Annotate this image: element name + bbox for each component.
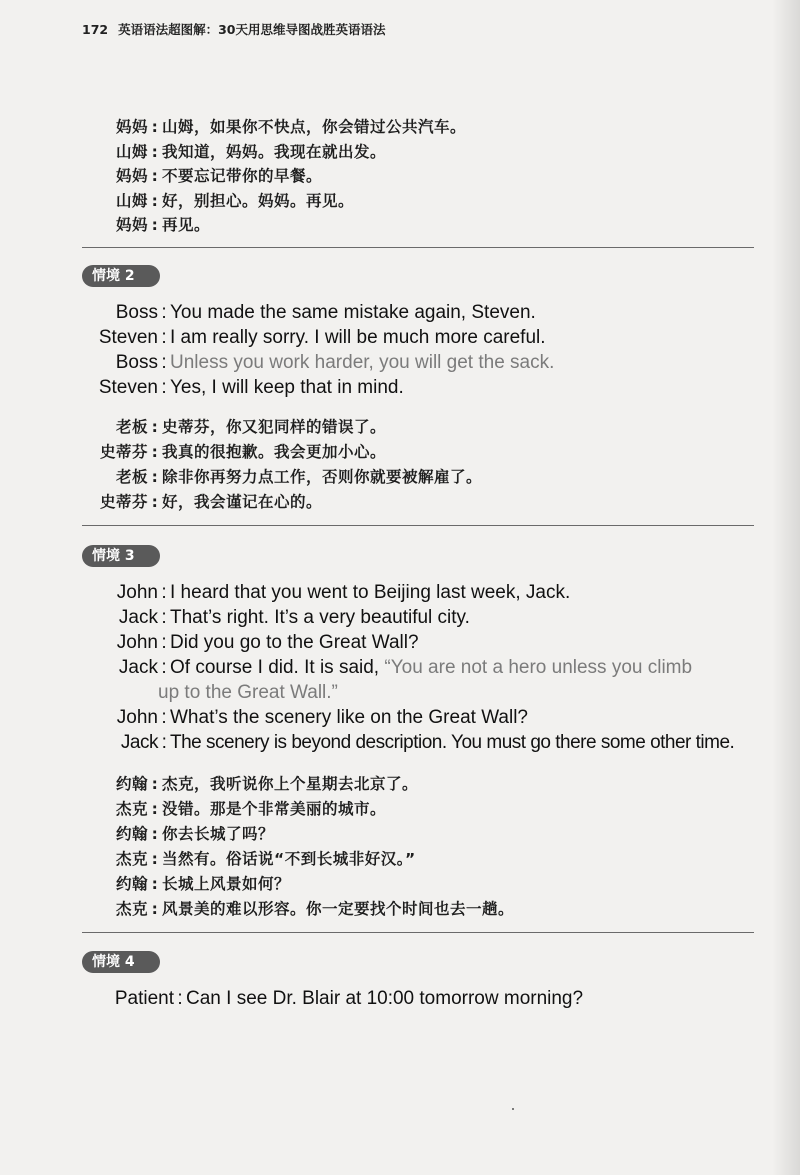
dialogue-line-zh: 约翰 : 杰克，我听说你上个星期去北京了。: [115, 775, 419, 793]
running-header: [82, 20, 386, 38]
dialogue-line-zh: 妈妈 : 山姆，如果你不快点，你会错过公共汽车。: [115, 118, 467, 136]
dialogue-line-zh: 山姆 : 好，别担心。妈妈。再见。: [115, 192, 355, 210]
dialogue-line-en: Steven : Yes, I will keep that in mind.: [98, 377, 404, 398]
dialogue-line-zh: 杰克 : 没错。那是个非常美丽的城市。: [115, 800, 387, 818]
dialogue-line-continuation: up to the Great Wall.”: [158, 682, 338, 703]
dialogue-line-zh: 约翰 : 你去长城了吗？: [115, 825, 275, 843]
scene-badge: 情境 4: [82, 951, 160, 973]
dialogue-line-en: Jack : That’s right. It’s a very beautiful city.: [118, 607, 470, 628]
page-number: 172: [82, 22, 109, 37]
dialogue-line-en: Patient : Can I see Dr. Blair at 10:00 tomorrow morning?: [114, 988, 584, 1009]
dialogue-line-en: Jack : Of course I did. It is said, “You are not a hero unless you climb: [118, 657, 693, 678]
dialogue-line-zh: 妈妈 : 不要忘记带你的早餐。: [115, 167, 323, 185]
dialogue-line-zh: 杰克 : 风景美的难以形容。你一定要找个时间也去一趟。: [115, 900, 515, 918]
section-divider: [82, 525, 754, 526]
dialogue-line-en: John : I heard that you went to Beijing last week, Jack.: [116, 582, 571, 603]
section-divider: [82, 247, 754, 248]
dialogue-line-zh: 老板 : 史蒂芬，你又犯同样的错误了。: [115, 418, 387, 436]
dialogue-line-en: John : What’s the scenery like on the Great Wall?: [116, 707, 528, 728]
dialogue-line-zh: 史蒂芬 : 我真的很抱歉。我会更加小心。: [99, 443, 387, 461]
highlighted-example-sentence: Unless you work harder, you will get the sack.: [170, 352, 555, 373]
scene-badge: 情境 3: [82, 545, 160, 567]
book-title: 英语语法超图解：30天用思维导图战胜英语语法: [118, 22, 386, 37]
dialogue-line-en: Boss : Unless you work harder, you will get the sack.: [115, 352, 555, 373]
print-speck: [512, 1108, 514, 1110]
dialogue-line-en: John : Did you go to the Great Wall?: [116, 632, 419, 653]
dialogue-line-zh: 杰克 : 当然有。俗话说“不到长城非好汉。”: [115, 850, 416, 868]
dialogue-line-zh: 妈妈 : 再见。: [115, 216, 211, 234]
dialogue-line-zh: 约翰 : 长城上风景如何？: [115, 875, 291, 893]
dialogue-line-en: Boss : You made the same mistake again, Steven.: [115, 302, 536, 323]
quoted-proverb: “You are not a hero unless you climb: [384, 657, 693, 678]
dialogue-line-zh: 山姆 : 我知道，妈妈。我现在就出发。: [115, 143, 387, 161]
dialogue-line-zh: 史蒂芬 : 好，我会谨记在心的。: [99, 493, 323, 511]
dialogue-line-en: Jack : The scenery is beyond description. You must go there some other time.: [120, 732, 735, 753]
dialogue-line-zh: 老板 : 除非你再努力点工作，否则你就要被解雇了。: [115, 468, 483, 486]
scene-badge: 情境 2: [82, 265, 160, 287]
dialogue-line-en: Steven : I am really sorry. I will be much more careful.: [98, 327, 546, 348]
page-edge-shadow: [772, 0, 800, 1175]
section-divider: [82, 932, 754, 933]
